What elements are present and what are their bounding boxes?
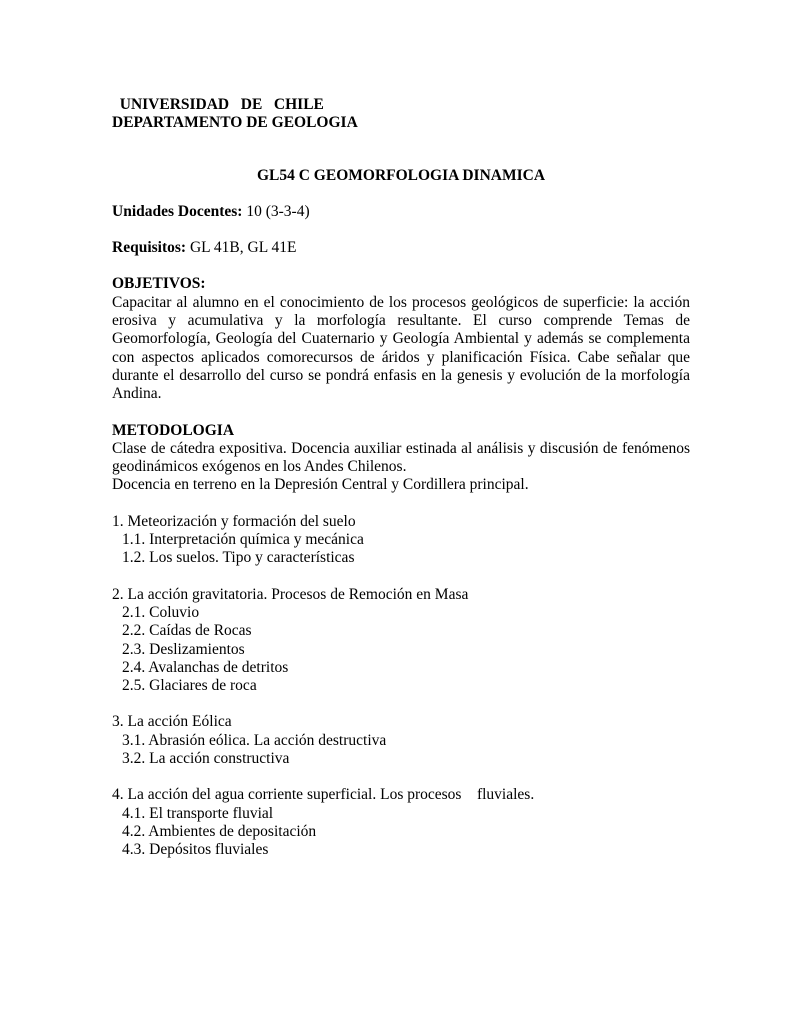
document-page (112, 96, 690, 860)
list-item: 2.5. Glaciares de roca (122, 677, 257, 695)
requirements-label: Requisitos: (112, 239, 187, 257)
list-item: 4.3. Depósitos fluviales (122, 841, 269, 859)
list-item: 1.2. Los suelos. Tipo y características (122, 549, 355, 567)
list-item: 4.1. El transporte fluvial (122, 804, 274, 822)
list-item: 2.3. Deslizamientos (122, 640, 245, 658)
units-label: Unidades Docentes: (112, 202, 243, 220)
list-item: 3.2. La acción constructiva (122, 750, 290, 768)
topic-1 (112, 513, 690, 568)
topic-3 (112, 713, 690, 768)
topic-title: 4. La acción del agua corriente superficial. Los procesos fluviales. (112, 786, 535, 804)
topic-4 (112, 786, 690, 859)
methodology-text-2: Docencia en terreno en la Depresión Central y Cordillera principal. (112, 476, 529, 494)
units-value: 10 (3-3-4) (242, 202, 310, 220)
list-item: 3.1. Abrasión eólica. La acción destructiva (122, 731, 387, 749)
methodology-section (112, 422, 690, 495)
course-title: GL54 C GEOMORFOLOGIA DINAMICA (256, 166, 546, 184)
list-item: 1.1. Interpretación química y mecánica (122, 531, 364, 549)
university-name: UNIVERSIDAD DE CHILE (112, 96, 324, 113)
requirements-line (112, 239, 690, 257)
topic-2 (112, 586, 690, 696)
topic-title: 1. Meteorización y formación del suelo (112, 512, 356, 530)
methodology-text: Clase de cátedra expositiva. Docencia auxiliar estinada al análisis y discusión de fenómenos geodinámicos exógenos en los Andes Chilenos. (112, 439, 690, 476)
list-item: 2.2. Caídas de Rocas (122, 622, 252, 640)
methodology-heading: METODOLOGIA (112, 421, 235, 439)
objectives-heading: OBJETIVOS: (112, 275, 206, 293)
list-item: 2.4. Avalanchas de detritos (122, 658, 289, 676)
list-item: 2.1. Coluvio (122, 603, 200, 621)
objectives-text: Capacitar al alumno en el conocimiento de los procesos geológicos de superficie: la acción erosiva y acumulativa y la morfología resultante. El curso comprende Temas de Geomorfología, Geología del Cuaternario y Geología Ambiental y además se complementa con aspectos aplicados comorecursos de áridos y planificación Física. Cabe señalar que durante el desarrollo del curso se pondrá enfasis en la genesis y evolución de la morfología Andina. (112, 293, 690, 403)
list-item: 4.2. Ambientes de depositación (122, 822, 317, 840)
department-name: DEPARTAMENTO DE GEOLOGIA (112, 114, 358, 132)
topic-title: 3. La acción Eólica (112, 713, 232, 731)
topic-title: 2. La acción gravitatoria. Procesos de Remoción en Masa (112, 585, 469, 603)
objectives-section (112, 275, 690, 403)
units-line (112, 203, 690, 221)
requirements-value: GL 41B, GL 41E (186, 239, 297, 257)
